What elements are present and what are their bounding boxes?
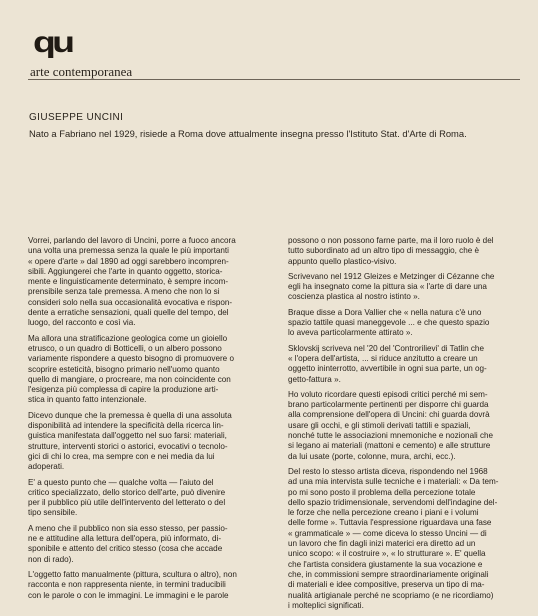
right-column	[288, 236, 524, 616]
paragraph: E' a questo punto che — qualche volta — l'aiuto del critico specializzato, dello storico dell'arte, può divenire per il pubblico più utile dell'intervento del letterato o del tipo sensibile.	[28, 477, 226, 518]
paragraph: Ma allora una stratificazione geologica come un gioiello etrusco, o un quadro di Botticelli, o un albero possono variamente rispondere a questo bisogno di promuovere o scoprire esteticità, bisogno primario nell'uomo quanto quello di mangiare, o procreare, ma non coincidente con l'esigenza più complessa di capire la produzione arti- stica in quanto fatto intenzionale.	[28, 333, 234, 405]
paragraph: Sklovskij scriveva nel '20 del 'Controrilievi' di Tatlin che « l'opera dell'artista, ... si riduce anzitutto a creare un oggetto ininterrotto, avvertibile in ogni sua parte, un og- getto-fattura ».	[288, 343, 487, 384]
paragraph: L'oggetto fatto manualmente (pittura, scultura o altro), non racconta e non rappresenta niente, in termini traducibili con le parole o con le immagini. Le immagini e le parole	[28, 569, 237, 600]
artist-name: GIUSEPPE UNCINI	[29, 112, 124, 123]
publication-logo	[33, 26, 72, 59]
paragraph: Braque disse a Dora Vallier che « nella natura c'è uno spazio tattile quasi maneggevole ... e che questo spazio lo aveva particolarmente attirato ».	[288, 307, 490, 338]
paragraph: Dicevo dunque che la premessa è quella di una assoluta disponibilità ad intendere la specificità della ricerca lin- guistica manifestata dall'oggetto nel suo farsi: materiali, strutture, interventi storici o astorici, evocativi o tecnolo- gici di chi lo crea, ma sempre con e nei media da lui adoperati.	[28, 410, 232, 472]
logo-mark: qu	[33, 26, 72, 59]
series-title: arte contemporanea	[30, 64, 133, 79]
paragraph: Scrivevano nel 1912 Gleizes e Metzinger di Cézanne che egli ha insegnato come la pittura sia « l'arte di dare una coscienza plastica al nostro istinto ».	[288, 271, 495, 302]
paragraph: possono o non possono farne parte, ma il loro ruolo è del tutto subordinato ad un altro tipo di messaggio, che è appunto quello plastico-visivo.	[288, 236, 494, 266]
paragraph: Ho voluto ricordare questi episodi critici perché mi sem- brano particolarmente pertinenti per disporre chi guarda alla comprensione dell'opera di Uncini: chi guarda dovrà usare gli occhi, e gli stimoli derivati tattili e spaziali, nonché tutte le associazioni mnemoniche e nozionali che si legano ai materiali (mattoni e cemento) e alle strutture da lui usate (porte, colonne, mura, archi, ecc.).	[288, 389, 494, 461]
paragraph: Vorrei, parlando del lavoro di Uncini, porre a fuoco ancora una volta una premessa senza la quale le più importanti « opere d'arte » dal 1890 ad oggi sarebbero incompren- sibili. Aggiungerei che l'arte in quanto oggetto, storica- mente e linguisticamente determinato, è sempre incom- prensibile senza tale premessa. A meno che non lo si consideri solo nella sua occasionalità evocativa e rispon- dente a erratiche sensazioni, quali quelle del tempo, del luogo, del racconto e così via.	[28, 236, 236, 328]
paragraph: Del resto lo stesso artista diceva, rispondendo nel 1968 ad una mia intervista sulle tecniche e i materiali: « Da tem- po mi sono posto il problema della percezione totale dello spazio tridimensionale, servendomi dell'indagine del- le forze che nella percezione creano i piani e i volumi delle forme ». Tuttavia l'espressione riguardava una fase « grammaticale » — come diceva lo stesso Uncini — di un lavoro che fin dagli inizi materici era diretto ad un unico scopo: « il costruire », « lo strutturare ». E' quella che l'artista considera giustamente la sua vocazione e che, in commissioni sempre straordinariamente originali di materiali e idee compositive, preserva un tipo di ma- nualità artigianale perché ne scopriamo (e ne ricordiamo) i molteplici significati.	[288, 466, 499, 610]
header-divider	[28, 79, 520, 80]
left-column	[28, 236, 264, 606]
artist-bio: Nato a Fabriano nel 1929, risiede a Roma dove attualmente insegna presso l'Istituto Stat. d'Arte di Roma.	[29, 128, 467, 139]
paragraph: A meno che il pubblico non sia esso stesso, per passio- ne e attitudine alla lettura dell'opera, più informato, di- sponibile e attento del critico stesso (cosa che accade non di rado).	[28, 523, 228, 564]
